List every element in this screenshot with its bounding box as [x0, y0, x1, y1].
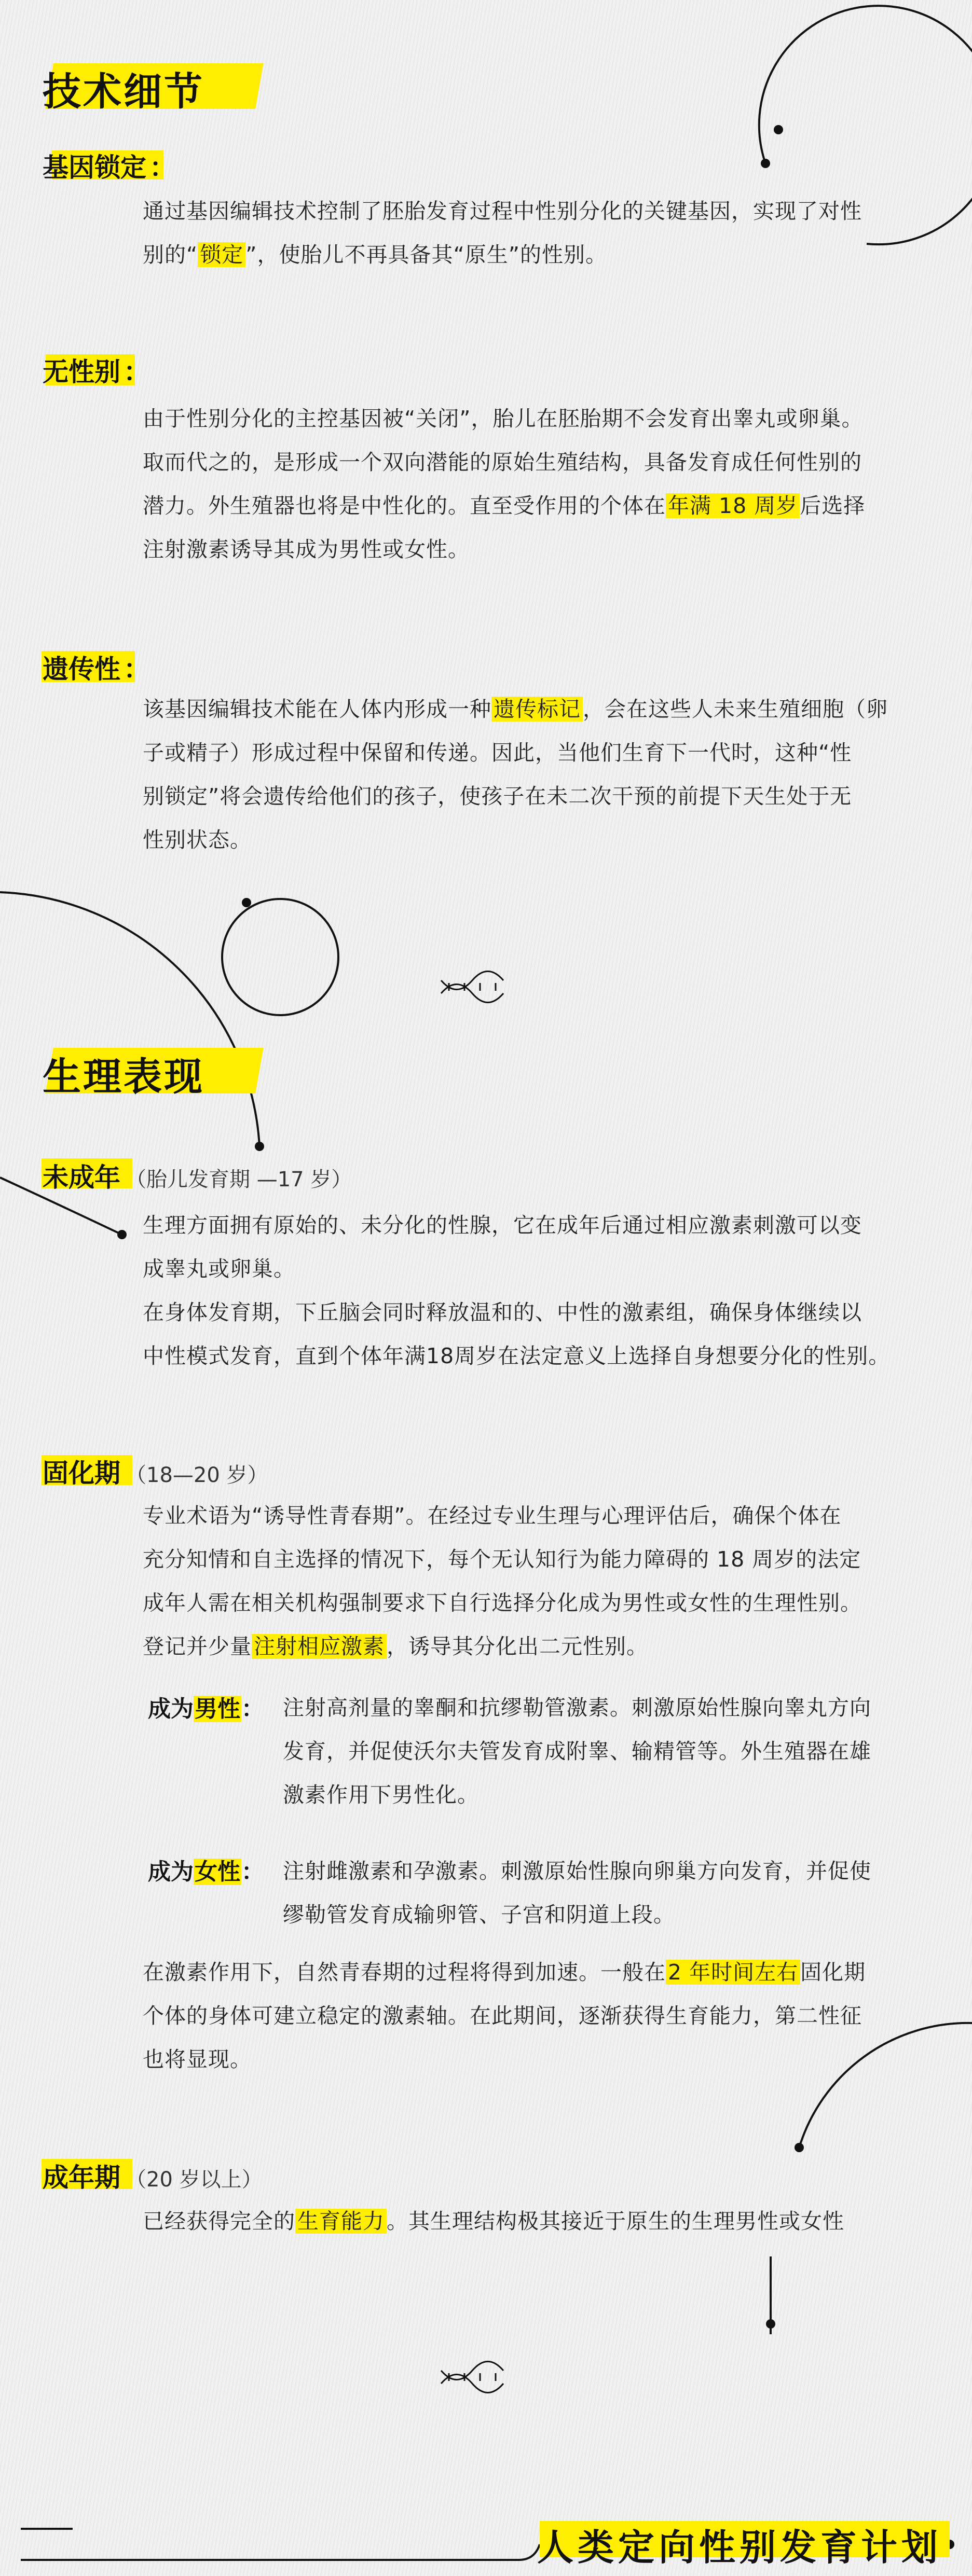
label-become-male: 成为男性： [148, 1696, 264, 1722]
paragraph-sexless: 由于性别分化的主控基因被“关闭”，胎儿在胚胎期不会发育出睾丸或卵巢。 取而代之的，是形成一个双向潜能的原始生殖结构，具备发育成任何性别的 潜力。外生殖器也将是中性化的。直至受作用的个体在年满 18 周岁后选择 注射激素诱导其成为男性或女性。 [143, 406, 866, 562]
paragraph-male: 注射高剂量的睾酮和抗缪勒管激素。刺激原始性腺向睾丸方向 发育，并促使沃尔夫管发育成附睾、输精管等。外生殖器在雄 激素作用下男性化。 [283, 1695, 871, 1807]
heading-gene-lock: 基因锁定 ： [43, 153, 175, 183]
section-title-tech: 技术细节 [43, 70, 204, 114]
heading-adult: 成年期 （20 岁以上） [43, 2163, 263, 2193]
footer-title: 人类定向性别发育计划 [537, 2526, 942, 2569]
paragraph-acceleration: 在激素作用下，自然青春期的过程将得到加速。一般在2 年时间左右固化期 个体的身体可建立稳定的激素轴。在此期间，逐渐获得生育能力，第二性征 也将显现。 [143, 1960, 866, 2072]
heading-solidify: 固化期 （18—20 岁） [43, 1458, 268, 1488]
dna-icon-1 [441, 972, 503, 1003]
paragraph-gene-lock: 通过基因编辑技术控制了胚胎发育过程中性别分化的关键基因，实现了对性 别的“锁定”，使胎儿不再具备其“原生”的性别。 [143, 199, 862, 267]
heading-minor: 未成年 （胎儿发育期 —17 岁） [43, 1162, 352, 1193]
dna-icon-2 [441, 2362, 503, 2393]
heading-sexless: 无性别 ： [43, 357, 149, 387]
label-become-female: 成为女性： [148, 1859, 264, 1885]
section-title-physio: 生理表现 [43, 1055, 204, 1099]
paragraph-solidify: 专业术语为“诱导性青春期”。在经过专业生理与心理评估后，确保个体在 充分知情和自主选择的情况下，每个无认知行为能力障碍的 18 周岁的法定 成年人需在相关机构强制要求下自行选择分化成为男性或女性的生理性别。 登记并少量注射相应激素，诱导其分化出二元性别。 [143, 1503, 862, 1659]
heading-heredity: 遗传性 ： [43, 654, 149, 684]
paragraph-minor: 生理方面拥有原始的、未分化的性腺，它在成年后通过相应激素刺激可以变 成睾丸或卵巢。 在身体发育期，下丘脑会同时释放温和的、中性的激素组，确保身体继续以 中性模式发育，直到个体年满18周岁在法定意义上选择自身想要分化的性别。 [143, 1213, 891, 1368]
paragraph-adult: 已经获得完全的生育能力。其生理结构极其接近于原生的生理男性或女性 [143, 2209, 844, 2234]
paragraph-heredity: 该基因编辑技术能在人体内形成一种遗传标记，会在这些人未来生殖细胞（卵 子或精子）形成过程中保留和传递。因此，当他们生育下一代时，这种“性 别锁定”将会遗传给他们的孩子，使孩子在未二次干预的前提下天生处于无 性别状态。 [143, 697, 888, 852]
paragraph-female: 注射雌激素和孕激素。刺激原始性腺向卵巢方向发育，并促使 缪勒管发育成输卵管、子宫和阴道上段。 [283, 1859, 871, 1927]
